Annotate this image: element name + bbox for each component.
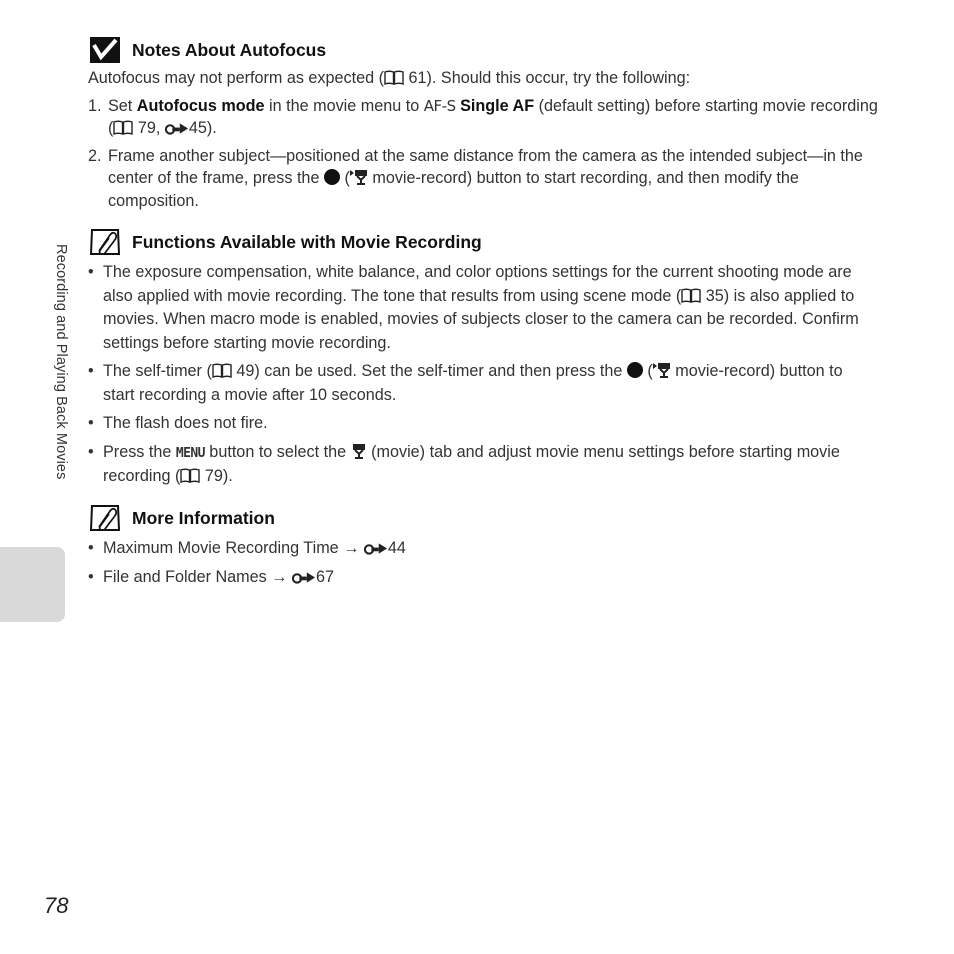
functions-bullet-4: • Press the MENU button to select the (movie) tab and adjust movie menu settings before starting movie recording ( 79). — [88, 442, 840, 485]
more-bullet-2: • File and Folder Names → 67 — [88, 567, 334, 586]
functions-title: Functions Available with Movie Recording — [132, 231, 482, 252]
notes-heading — [88, 37, 878, 63]
reference-section-icon — [165, 122, 189, 135]
book-reference-icon — [180, 468, 200, 483]
movie-camera-icon — [350, 169, 368, 185]
more-heading — [88, 505, 878, 531]
movie-tab-icon — [351, 443, 367, 459]
notes-title: Notes About Autofocus — [132, 39, 327, 60]
more-link-max-time[interactable]: Maximum Movie Recording Time — [103, 539, 344, 557]
more-title: More Information — [132, 507, 275, 528]
paperclip-note-icon — [90, 229, 120, 255]
reference-section-icon — [364, 542, 388, 555]
book-reference-icon — [384, 70, 404, 85]
movie-camera-icon — [653, 362, 671, 378]
menu-button-glyph: MENU — [175, 445, 205, 461]
book-reference-icon — [113, 120, 133, 135]
reference-section-icon — [292, 571, 316, 584]
functions-bullet-3: • The flash does not fire. — [88, 414, 268, 432]
arrow-icon: → — [271, 567, 288, 586]
autofocus-mode-label: Autofocus mode — [136, 96, 265, 115]
notes-item-2: 2. Frame another subject—positioned at the same distance from the camera as the intended subject—in the center of the frame, press the ( movie-record) button to start recording, and then modify the composition. — [88, 146, 863, 210]
functions-section — [88, 229, 878, 489]
af-s-glyph: AF-S — [423, 96, 456, 115]
paperclip-note-icon — [90, 505, 120, 531]
side-section-label: Recording and Playing Back Movies — [53, 244, 69, 480]
functions-heading — [88, 229, 878, 255]
notes-intro: Autofocus may not perform as expected ( 61). Should this occur, try the following: — [88, 69, 691, 87]
notes-item-1: 1. Set Autofocus mode in the movie menu to AF-S Single AF (default setting) before starting movie recording ( 79, 45). — [88, 96, 878, 137]
notes-autofocus-section — [88, 37, 878, 212]
functions-bullet-2: • The self-timer ( 49) can be used. Set the self-timer and then press the ( movie-record) button to start recording a movie after 10 seconds. — [88, 362, 843, 404]
more-info-section — [88, 505, 878, 589]
single-af-label: Single AF — [460, 96, 535, 115]
functions-bullet-1: • The exposure compensation, white balance, and color options settings for the current shooting mode are also applied with movie recording. The tone that results from using scene mode ( 35) is also applied to movies. When macro mode is enabled, movies of subjects closer to the camera can be recorded. Confirm settings before starting movie recording. — [88, 263, 859, 352]
page-number: 78 — [44, 893, 69, 918]
record-button-icon — [324, 169, 340, 185]
arrow-icon: → — [343, 539, 360, 557]
more-link-file-names[interactable]: File and Folder Names — [103, 567, 272, 586]
more-bullet-1: • Maximum Movie Recording Time → 44 — [88, 539, 406, 557]
book-reference-icon — [212, 363, 232, 378]
book-reference-icon — [681, 288, 701, 303]
record-button-icon — [627, 362, 643, 378]
check-note-icon — [90, 37, 120, 63]
side-tab-marker — [0, 547, 65, 622]
